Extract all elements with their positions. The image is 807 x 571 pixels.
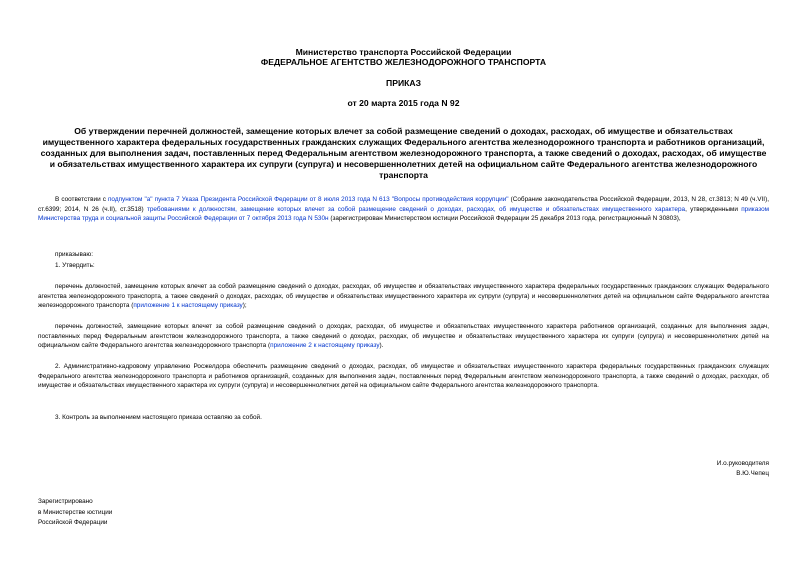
list-item-1-end: ); xyxy=(242,302,247,310)
signature-name: В.Ю.Чепец xyxy=(736,470,769,477)
appendix-2-link[interactable]: приложение 2 к настоящему приказу xyxy=(270,342,380,350)
preamble-text-1: В соответствии с xyxy=(55,196,108,203)
registration-line-3: Российской Федерации xyxy=(38,519,108,526)
preamble-text-2: (Собрание законодательства Российской Федерации, 2013, N 28, ст.3813; N 49 (ч.VII), ст.6399; 2014, N 26 (ч.II), ст.3518) xyxy=(38,196,769,213)
item-3-paragraph: 3. Контроль за выполнением настоящего приказа оставляю за собой. xyxy=(55,414,262,421)
registration-line-1: Зарегистрировано xyxy=(38,498,93,505)
ministry-name: Министерство транспорта Российской Федерации xyxy=(295,47,512,57)
appendix-1-link[interactable]: приложение 1 к настоящему приказу xyxy=(133,302,243,310)
requirements-link[interactable]: требованиями к должностям, замещение которых влечет за собой размещение сведений о доходах, расходах, об имуществе и обязательствах имущественного характера xyxy=(146,205,686,213)
preamble-text-4: (зарегистрирован Министерством юстиции Российской Федерации 25 декабря 2013 года, регистрационный N 30803), xyxy=(328,215,681,223)
item-2-paragraph: 2. Административно-кадровому управлению Росжелдора обеспечить размещение сведений о доходах, расходах, об имуществе и обязательствах имущественного характера федеральных государственных гражданских служащих Федерального агентства железнодорожного транспорта и работников организаций, созданных для выполнения задач, поставленных перед Федеральным агентством железнодорожного транспорта, а также сведений о доходах, расходах, об имуществе и обязательствах имущественного характера их супруги (супруга) и несовершеннолетних детей на официальном сайте Федерального агентства железнодорожного транспорта. xyxy=(38,363,769,390)
preamble-paragraph xyxy=(38,195,769,224)
list-item-1-text: перечень должностей, замещение которых влечет за собой размещение сведений о доходах, расходах, об имуществе и обязательствах имущественного характера федеральных государственных гражданских служащих Федерального агентства железнодорожного транспорта, а также сведений о доходах, расходах, об имуществе и обязательствах имущественного характера их супруги (супруга) и несовершеннолетних детей на официальном сайте Федерального агентства железнодорожного транспорта ( xyxy=(38,283,769,310)
document-title: Об утверждении перечней должностей, замещение которых влечет за собой размещение сведений о доходах, расходах, об имуществе и обязательствах имущественного характера федеральных государственных гражданских служащих Федерального агентства железнодорожного транспорта и работников организаций, созданных для выполнения задач, поставленных перед Федеральным агентством железнодорожного транспорта, а также сведений о доходах, расходах, об имуществе и обязательствах имущественного характера их супруги (супруга) и несовершеннолетних детей на официальном сайте Федерального агентства железнодорожного транспорта xyxy=(40,126,767,180)
list-item-2-text: перечень должностей, замещение которых влечет за собой размещение сведений о доходах, расходах, об имуществе и обязательствах имущественного характера работников организаций, созданных для выполнения задач, поставленных перед Федеральным агентством железнодорожного транспорта, а также сведений о доходах, расходах, об имуществе и обязательствах имущественного характера их супруги (супруга) и несовершеннолетних детей на официальном сайте Федерального агентства железнодорожного транспорта ( xyxy=(38,323,769,350)
document-type: ПРИКАЗ xyxy=(386,78,421,88)
document-date-number: от 20 марта 2015 года N 92 xyxy=(347,98,460,108)
order-word: приказываю: xyxy=(55,251,93,258)
signature-position: И.о.руководителя xyxy=(716,460,769,467)
list-item-1 xyxy=(38,282,769,311)
list-item-2-end: ). xyxy=(379,342,384,350)
item-1-label: 1. Утвердить: xyxy=(55,262,95,269)
agency-name: ФЕДЕРАЛЬНОЕ АГЕНТСТВО ЖЕЛЕЗНОДОРОЖНОГО ТРАНСПОРТА xyxy=(260,57,547,67)
list-item-2 xyxy=(38,322,769,351)
registration-line-2: в Министерстве юстиции xyxy=(38,509,113,516)
ministry-order-link[interactable]: приказом Министерства труда и социальной защиты Российской Федерации от 7 октября 2013 года N 530н xyxy=(38,205,770,223)
preamble-text-3: , утвержденными xyxy=(685,205,742,213)
decree-link[interactable]: подпунктом "а" пункта 7 Указа Президента Российской Федерации от 8 июля 2013 года N 613 "Вопросы противодействия коррупции" xyxy=(107,196,509,203)
